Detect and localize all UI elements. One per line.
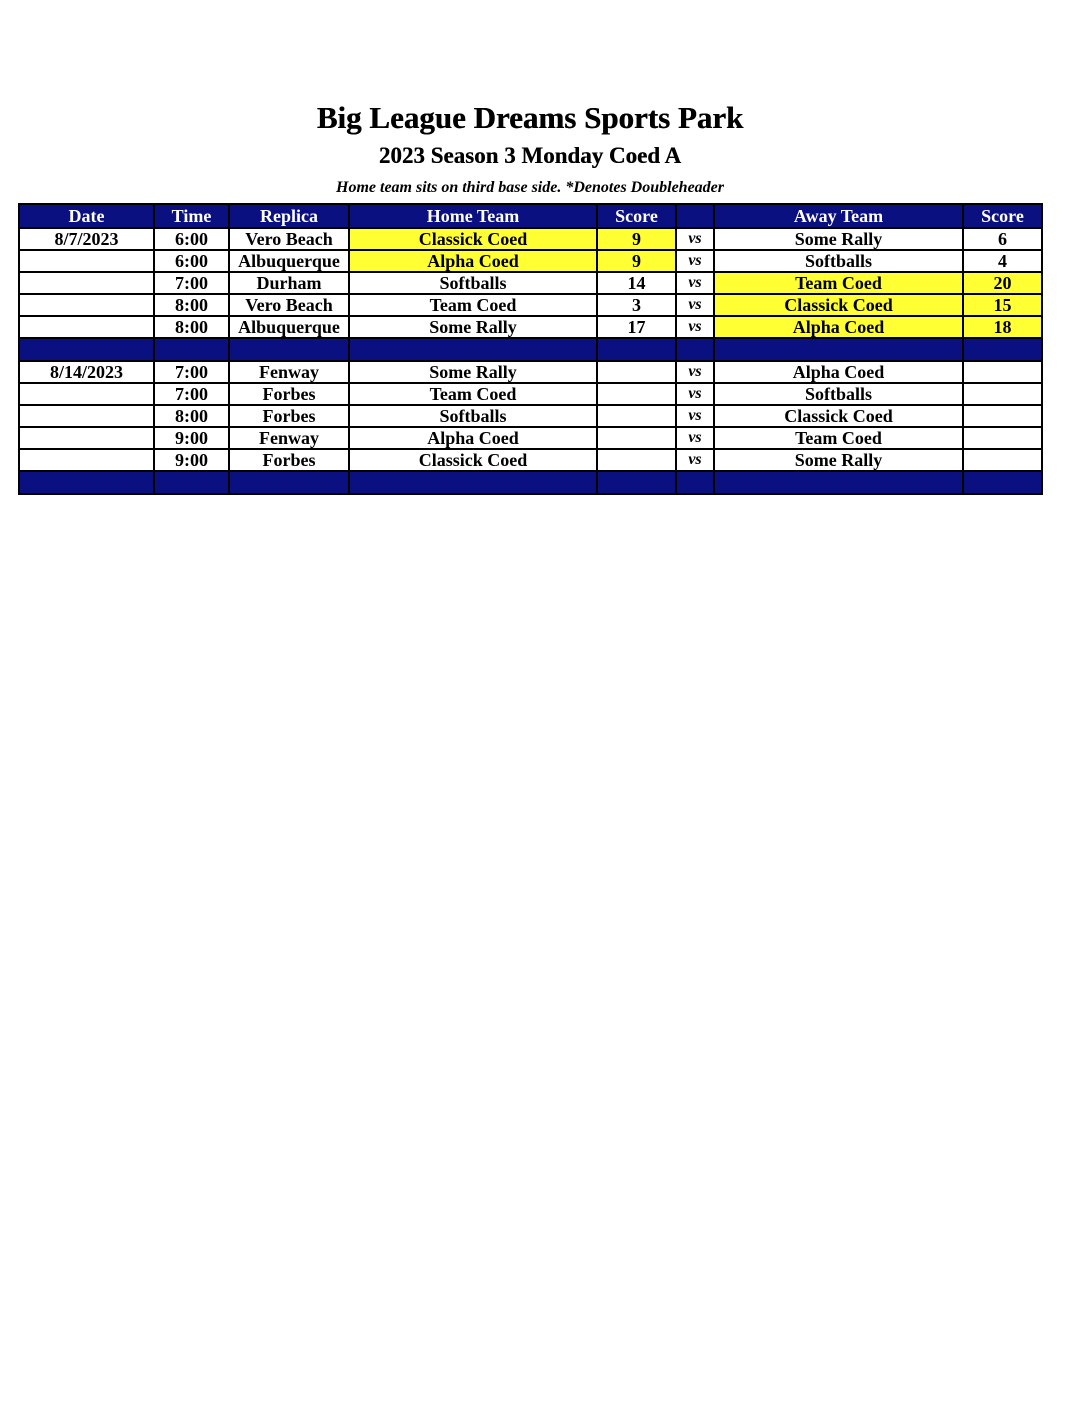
game-field: Albuquerque: [229, 250, 349, 272]
versus-label: vs: [676, 383, 714, 405]
game-time: 9:00: [154, 427, 229, 449]
game-row: [19, 405, 1042, 427]
versus-label: vs: [676, 228, 714, 250]
game-date: [19, 294, 154, 316]
versus-label: vs: [676, 361, 714, 383]
game-row: [19, 383, 1042, 405]
separator-cell: [349, 471, 597, 494]
week2-games: [19, 361, 1042, 471]
away-score: 6: [963, 228, 1042, 250]
away-team: Some Rally: [714, 449, 963, 471]
game-field: Forbes: [229, 449, 349, 471]
versus-label: vs: [676, 449, 714, 471]
game-time: 8:00: [154, 294, 229, 316]
away-score: 18: [963, 316, 1042, 338]
game-row: [19, 272, 1042, 294]
game-time: 6:00: [154, 250, 229, 272]
home-team: Softballs: [349, 405, 597, 427]
week1-games: [19, 228, 1042, 338]
separator-cell: [349, 338, 597, 361]
page-title: Big League Dreams Sports Park: [316, 100, 744, 135]
home-team: Some Rally: [349, 361, 597, 383]
game-time: 6:00: [154, 228, 229, 250]
game-time: 7:00: [154, 272, 229, 294]
game-date: [19, 316, 154, 338]
home-team: Classick Coed: [349, 228, 597, 250]
game-date: [19, 250, 154, 272]
home-score: [597, 449, 676, 471]
game-date: [19, 383, 154, 405]
versus-label: vs: [676, 427, 714, 449]
game-time: 7:00: [154, 361, 229, 383]
home-score: [597, 427, 676, 449]
game-row: [19, 250, 1042, 272]
home-team: Alpha Coed: [349, 250, 597, 272]
away-team: Softballs: [714, 250, 963, 272]
home-score: 3: [597, 294, 676, 316]
separator-cell: [597, 471, 676, 494]
home-team: Team Coed: [349, 383, 597, 405]
column-header-home-team: Home Team: [349, 204, 597, 228]
versus-label: vs: [676, 272, 714, 294]
game-field: Albuquerque: [229, 316, 349, 338]
versus-label: vs: [676, 250, 714, 272]
away-score: 15: [963, 294, 1042, 316]
home-team: Classick Coed: [349, 449, 597, 471]
away-score: [963, 427, 1042, 449]
separator-cell: [714, 338, 963, 361]
column-header-replica: Replica: [229, 204, 349, 228]
away-team: Alpha Coed: [714, 361, 963, 383]
away-team: Classick Coed: [714, 405, 963, 427]
game-date: 8/14/2023: [19, 361, 154, 383]
game-row: [19, 427, 1042, 449]
game-row: [19, 316, 1042, 338]
away-score: [963, 361, 1042, 383]
game-date: 8/7/2023: [19, 228, 154, 250]
separator-cell: [963, 338, 1042, 361]
game-field: Fenway: [229, 361, 349, 383]
home-score: [597, 361, 676, 383]
home-score: 9: [597, 250, 676, 272]
separator-cell: [19, 471, 154, 494]
away-score: [963, 449, 1042, 471]
away-team: Team Coed: [714, 427, 963, 449]
away-team: Softballs: [714, 383, 963, 405]
column-header-vs: [676, 204, 714, 228]
versus-label: vs: [676, 405, 714, 427]
game-field: Vero Beach: [229, 228, 349, 250]
home-team: Alpha Coed: [349, 427, 597, 449]
week1-separator: [19, 338, 1042, 361]
home-team: Team Coed: [349, 294, 597, 316]
game-row: [19, 361, 1042, 383]
away-team: Classick Coed: [714, 294, 963, 316]
column-header-time: Time: [154, 204, 229, 228]
separator-cell: [19, 338, 154, 361]
away-score: 4: [963, 250, 1042, 272]
game-field: Fenway: [229, 427, 349, 449]
game-time: 8:00: [154, 316, 229, 338]
game-field: Forbes: [229, 405, 349, 427]
schedule-table: [18, 203, 1043, 495]
game-field: Forbes: [229, 383, 349, 405]
game-date: [19, 405, 154, 427]
versus-label: vs: [676, 316, 714, 338]
separator-cell: [714, 471, 963, 494]
away-team: Alpha Coed: [714, 316, 963, 338]
game-time: 7:00: [154, 383, 229, 405]
separator-cell: [676, 338, 714, 361]
column-header-away-score: Score: [963, 204, 1042, 228]
separator-cell: [963, 471, 1042, 494]
table-header-row: [19, 204, 1042, 228]
away-score: [963, 383, 1042, 405]
column-header-date: Date: [19, 204, 154, 228]
game-date: [19, 272, 154, 294]
page-subtitle: 2023 Season 3 Monday Coed A: [378, 143, 682, 168]
home-team: Softballs: [349, 272, 597, 294]
game-time: 8:00: [154, 405, 229, 427]
separator-cell: [154, 338, 229, 361]
home-score: 9: [597, 228, 676, 250]
game-field: Durham: [229, 272, 349, 294]
week2-separator: [19, 471, 1042, 494]
schedule-note: Home team sits on third base side. *Denotes Doubleheader: [336, 179, 724, 196]
separator-cell: [154, 471, 229, 494]
game-row: [19, 294, 1042, 316]
game-row: [19, 449, 1042, 471]
versus-label: vs: [676, 294, 714, 316]
away-team: Some Rally: [714, 228, 963, 250]
game-date: [19, 427, 154, 449]
game-date: [19, 449, 154, 471]
game-field: Vero Beach: [229, 294, 349, 316]
separator-cell: [229, 338, 349, 361]
home-score: 17: [597, 316, 676, 338]
home-score: [597, 383, 676, 405]
separator-cell: [676, 471, 714, 494]
home-team: Some Rally: [349, 316, 597, 338]
column-header-home-score: Score: [597, 204, 676, 228]
home-score: 14: [597, 272, 676, 294]
week-separator-row: [19, 338, 1042, 361]
away-team: Team Coed: [714, 272, 963, 294]
away-score: 20: [963, 272, 1042, 294]
column-header-away-team: Away Team: [714, 204, 963, 228]
separator-cell: [229, 471, 349, 494]
separator-cell: [597, 338, 676, 361]
home-score: [597, 405, 676, 427]
game-time: 9:00: [154, 449, 229, 471]
game-row: [19, 228, 1042, 250]
week-separator-row: [19, 471, 1042, 494]
away-score: [963, 405, 1042, 427]
